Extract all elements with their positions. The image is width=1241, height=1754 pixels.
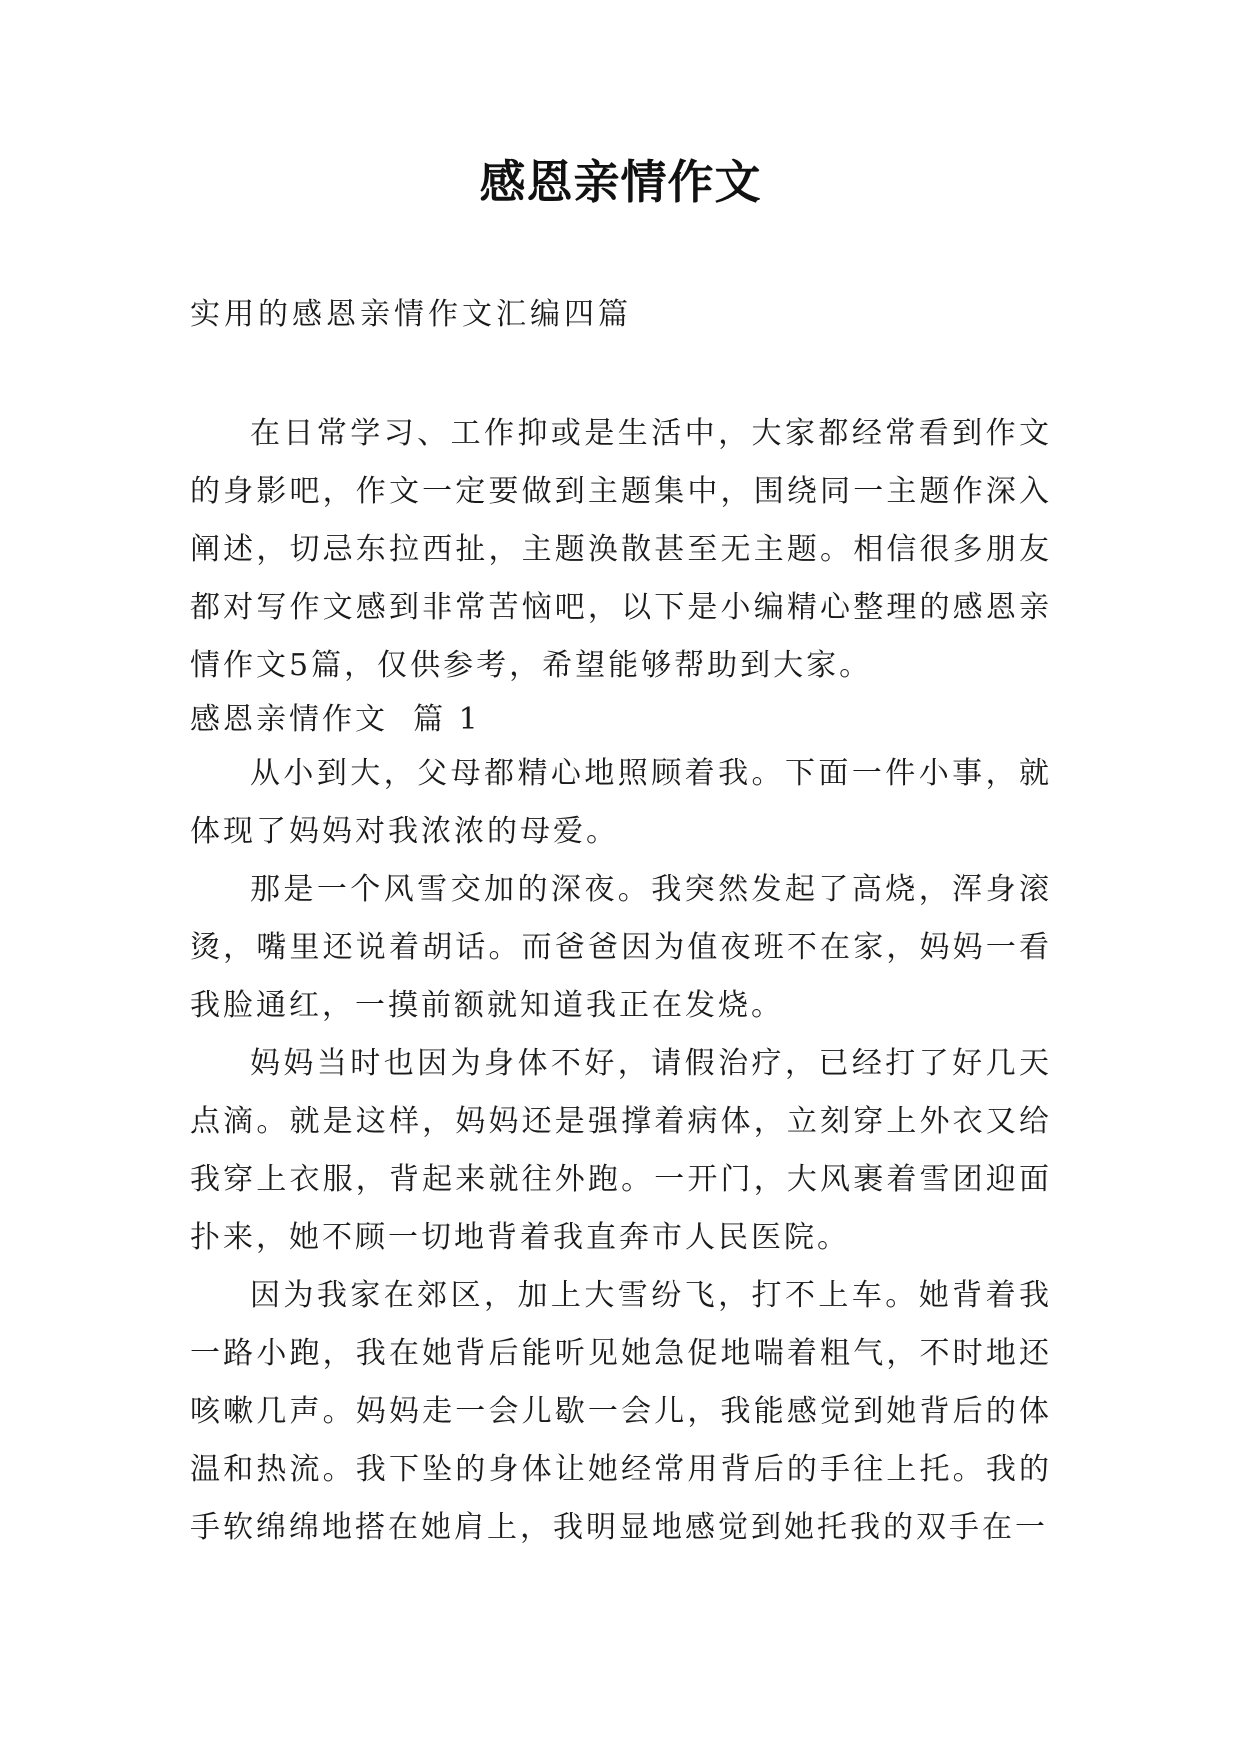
body-paragraph: 从小到大，父母都精心地照顾着我。下面一件小事，就体现了妈妈对我浓浓的母爱。	[190, 756, 1052, 849]
intro-paragraph: 在日常学习、工作抑或是生活中，大家都经常看到作文的身影吧，作文一定要做到主题集中，围绕同一主题作深入阐述，切忌东拉西扯，主题涣散甚至无主题。相信很多朋友都对写作文感到非常苦恼吧，以下是小编精心整理的感恩亲情作文5篇，仅供参考，希望能够帮助到大家。	[190, 416, 1052, 683]
section-heading: 感恩亲情作文 篇 1	[190, 702, 481, 737]
document-title: 感恩亲情作文	[479, 155, 762, 209]
document-subtitle: 实用的感恩亲情作文汇编四篇	[190, 297, 632, 332]
body-paragraph: 那是一个风雪交加的深夜。我突然发起了高烧，浑身滚烫，嘴里还说着胡话。而爸爸因为值夜班不在家，妈妈一看我脸通红，一摸前额就知道我正在发烧。	[190, 872, 1052, 1023]
body-paragraph: 因为我家在郊区，加上大雪纷飞，打不上车。她背着我一路小跑，我在她背后能听见她急促地喘着粗气，不时地还咳嗽几声。妈妈走一会儿歇一会儿，我能感觉到她背后的体温和热流。我下坠的身体让她经常用背后的手往上托。我的手软绵绵地搭在她肩上，我明显地感觉到她托我的双手在一	[190, 1278, 1052, 1545]
body-paragraph: 妈妈当时也因为身体不好，请假治疗，已经打了好几天点滴。就是这样，妈妈还是强撑着病体，立刻穿上外衣又给我穿上衣服，背起来就往外跑。一开门，大风裹着雪团迎面扑来，她不顾一切地背着我直奔市人民医院。	[190, 1046, 1052, 1255]
document-body	[190, 405, 1052, 1557]
